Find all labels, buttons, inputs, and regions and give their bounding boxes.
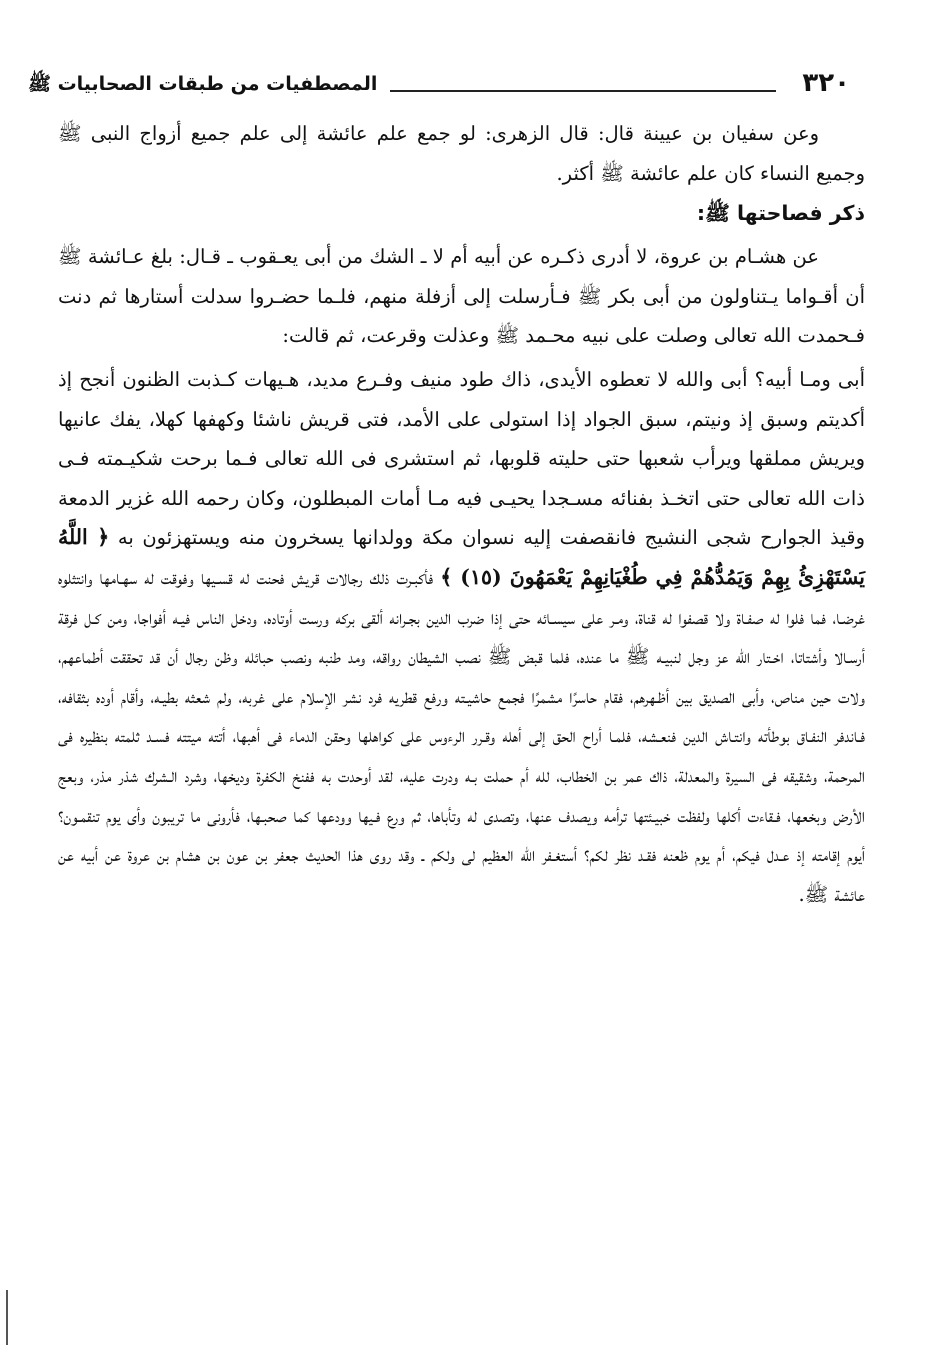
page-header [28,68,858,104]
paragraph-hisham: عن هشـام بن عروة، لا أدرى ذكـره عن أبيه أم لا ـ الشك من أبى يعـقوب ـ قـال: بلغ عـائشة ﷺ أن أقـواما يـتناولون من أبى بكر ﷺ فـأرسلت إلى أزفلة منهم، فلـما حضـروا سدلت أستارها ثم دنت فـحمدت الله تعالى وصلت على نبيه محـمد ﷺ وعذلت وقرعت، ثم قالت: [58,245,865,348]
section-heading: ذكر فصاحتها ﷺ: [696,201,865,226]
speech-text-after-verse: فأكبـرت ذلك رجالات قريش فحنت له قسـيها وفوقت له سهـامها وانتثلوه غرضـا، فما فلوا له صفـاة ولا قصفوا له قناة، ومـر على سيسـائه حتى إذا ضرب الدين بجـرانه ألقى بركه ورست أوتاده، ودخل الناس فيـه أفواجا، ومن كـل فرقة أرسـالا وأشتاتا، اخـتار الله عز وجل لنبيـه ﷺ ما عنده، فلما قبض ﷺ نصب الشيطان رواقه، ومد طنبه ونصب حبائله وظن رجال أن قد تحققت أطماعهم، ولات حين مناص، وأبى الصديق بين أظـهرهم، فقام حاسرًا مشمرًا فجمع حاشيـته ورفع قطريه فرد نشر الإسلام على غربه، ولم شعثه بطيـه، وأقام أوده بثقافه، فـاندفر النفـاق بوطأته وانتـاش الدين فنعـشه، فلمـا أراح الحق إلى أهله وقـرر الرءوس على كواهلها وحقن الدماء فى أهبها، أتته ميتته فسـد ثلمته بنظيره فى المرحمة، وشقيقه فى السيرة والمعدلة، ذاك عمر بن الخطاب، لله أم حملت بـه ودرت عليه، لقد أوحدت به ففنخ الكفرة وديخها، وشرد الـشرك شذر مذر، وبعج الأرض وبخعها، فـقاءت أكلها ولفظت خبيـئتها ترأمه ويصدف عنها، وتصدى له وتأباها، ثم ورع فـيها وودعها كما صحبـها، فأرونى ما تريبون وأى يوم تنقمـون؟ أيوم إقامته إذ عـدل فيكم، أم يوم ظعنه فقـد نظر لكم؟ أستغـفر الله العظيم لى ولكم ـ وقد روى هذا الحديث جعفر بن عون بن هشام بن عروة عن أبيه عن عائشة ﷺ. [58,565,865,906]
speech-text-before-verse: أبى ومـا أبيه؟ أبى والله لا تعطوه الأيدى، ذاك طود منيف وفـرع مديد، هـيهات كـذبت الظنون أنجح إذ أكديتم وسبق إذ ونيتم، سبق الجواد إذا استولى على الأمد، فتى قريش ناشئا وكهفها كهلا، يفك عانيها ويريش مملقها ويرأب شعبها حتى حليته قلوبها، ثم استشرى فى الله تعالى فـما برحت شكيـمته فـى ذات الله تعالى حتى اتخـذ بفنائه مسـجدا يحيـى فيه مـا أمات المبطلون، وكان رحمه الله غزير الدمعة وقيذ الجوارح شجى النشيج فانقصفت إليه نسوان مكة وولدانها يسخرون منه ويستهزئون به [58,367,865,550]
paragraph-zuhri: وعن سفيان بن عيينة قال: قال الزهرى: لو جمع علم عائشة إلى علم جميع أزواج النبى ﷺ وجميع النساء كان علم عائشة ﷺ أكثر. [58,122,865,185]
quran-verse: ﴿ اللَّهُ يَسْتَهْزِئُ بِهِمْ وَيَمُدُّهُمْ فِي طُغْيَانِهِمْ يَعْمَهُونَ (١٥) ﴾ [58,525,865,589]
scan-margin-line [6,1290,8,1345]
paragraph-speech [58,360,865,914]
page-number: ٣٢٠ [802,68,850,98]
running-title: المصطفيات من طبقات الصحابيات ﷺ [28,73,378,95]
header-rule [390,90,776,92]
page-body [58,114,865,914]
